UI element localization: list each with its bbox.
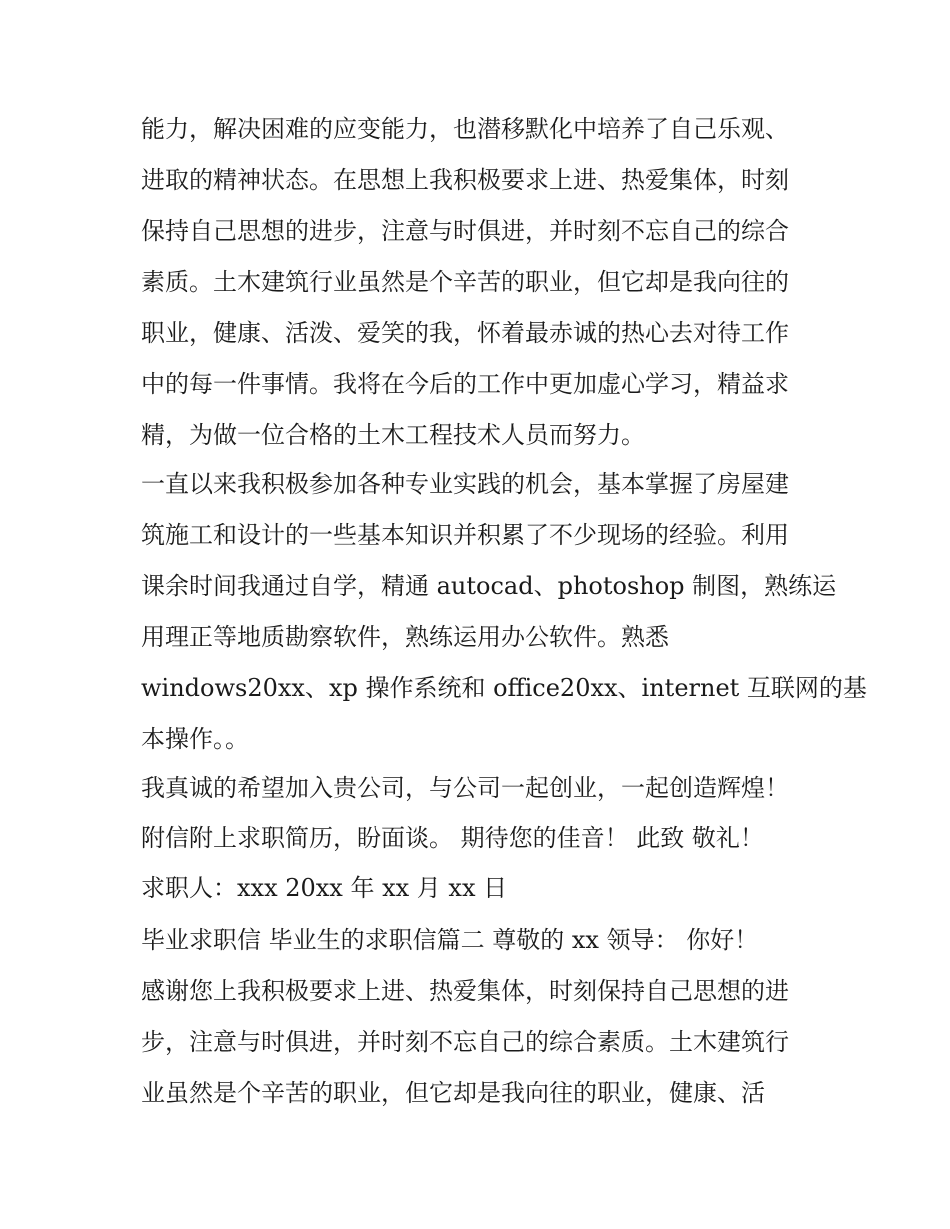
text-line: 素质。土木建筑行业虽然是个辛苦的职业，但它却是我向往的 [141,268,789,296]
text-line: 保持自己思想的进步，注意与时俱进，并时刻不忘自己的综合 [141,217,789,245]
text-line: 业虽然是个辛苦的职业，但它却是我向往的职业，健康、活 [141,1079,765,1107]
text-line: 课余时间我通过自学，精通 autocad、photoshop 制图，熟练运 [141,572,837,600]
text-line: 感谢您上我积极要求上进、热爱集体，时刻保持自己思想的进 [141,977,789,1005]
text-line: 求职人：xxx 20xx 年 xx 月 xx 日 [141,874,508,902]
text-line: 精，为做一位合格的土木工程技术人员而努力。 [141,421,645,449]
text-line: 筑施工和设计的一些基本知识并积累了不少现场的经验。利用 [141,521,789,549]
text-line: 一直以来我积极参加各种专业实践的机会，基本掌握了房屋建 [141,470,789,498]
text-line: 我真诚的希望加入贵公司，与公司一起创业，一起创造辉煌！ [141,774,789,802]
text-line: 附信附上求职简历，盼面谈。 期待您的佳音！ 此致 敬礼！ [141,824,764,852]
text-line: 能力，解决困难的应变能力，也潜移默化中培养了自己乐观、 [141,115,789,143]
text-line: 用理正等地质勘察软件，熟练运用办公软件。熟悉 [141,623,669,651]
text-line: 毕业求职信 毕业生的求职信篇二 尊敬的 xx 领导： 你好！ [141,926,759,954]
text-line: 进取的精神状态。在思想上我积极要求上进、热爱集体，时刻 [141,166,789,194]
text-line: 职业，健康、活泼、爱笑的我，怀着最赤诚的热心去对待工作 [141,319,789,347]
text-line: 步，注意与时俱进，并时刻不忘自己的综合素质。土木建筑行 [141,1028,789,1056]
text-line: windows20xx、xp 操作系统和 office20xx、internet 互联网的基 [141,674,867,702]
text-line: 中的每一件事情。我将在今后的工作中更加虚心学习，精益求 [141,370,789,398]
text-line: 本操作。。 [141,725,249,753]
